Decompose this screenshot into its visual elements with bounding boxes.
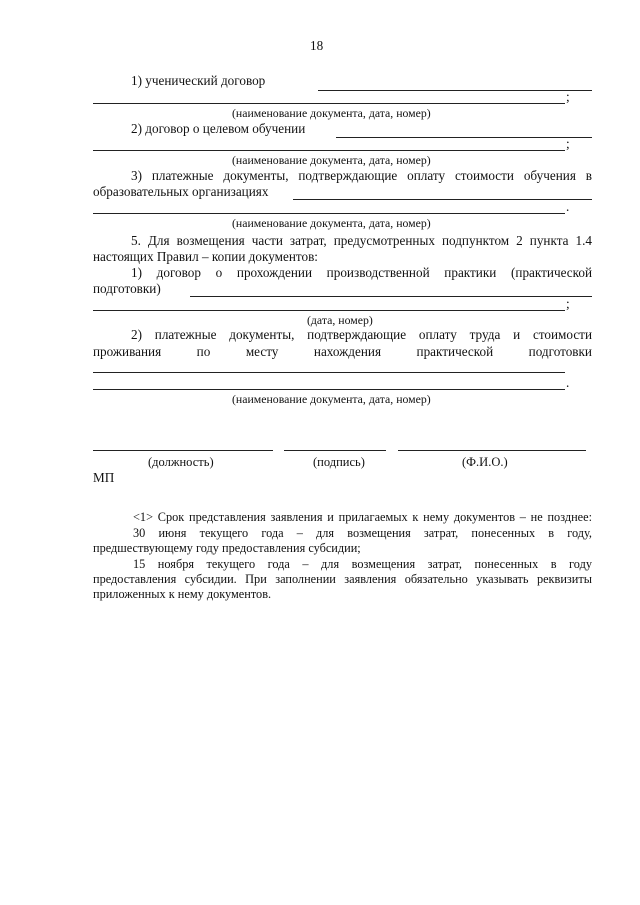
item3-fill-line[interactable] [293, 199, 592, 200]
item1-fill-line-2[interactable] [93, 103, 565, 104]
item5-2-caption: (наименование документа, дата, номер) [232, 392, 431, 406]
stamp-label: МП [93, 470, 115, 485]
item5-2-end: . [566, 375, 570, 390]
section5-line2: настоящих Правил – копии документов: [93, 249, 318, 264]
item5-1-caption: (дата, номер) [307, 313, 373, 327]
name-field-line[interactable] [398, 450, 586, 451]
item3-fill-line-2[interactable] [93, 213, 565, 214]
footnote-p1-line2: предшествующему году предоставления субсидии; [93, 541, 361, 555]
name-label: (Ф.И.О.) [462, 455, 508, 469]
item3-caption: (наименование документа, дата, номер) [232, 216, 431, 230]
item5-2-fill-line[interactable] [93, 372, 565, 373]
position-label: (должность) [148, 455, 214, 469]
item2-caption: (наименование документа, дата, номер) [232, 153, 431, 167]
item3-line1: 3) платежные документы, подтверждающие оплату стоимости обучения в [131, 168, 592, 183]
item5-1-line2: подготовки) [93, 281, 161, 296]
signature-field-line[interactable] [284, 450, 386, 451]
item5-1-fill-line-2[interactable] [93, 310, 565, 311]
item2-label: 2) договор о целевом обучении [131, 121, 306, 136]
footnote-p1-line1: 30 июня текущего года – для возмещения затрат, понесенных в году, [133, 526, 592, 540]
item5-2-fill-line-2[interactable] [93, 389, 565, 390]
item5-1-line1: 1) договор о прохождении производственной практики (практической [131, 265, 592, 280]
item1-fill-line[interactable] [318, 90, 592, 91]
item2-fill-line-2[interactable] [93, 150, 565, 151]
item3-line2: образовательных организациях [93, 184, 269, 199]
item1-caption: (наименование документа, дата, номер) [232, 106, 431, 120]
item5-1-end: ; [566, 296, 570, 311]
item2-end: ; [566, 136, 570, 151]
item5-2-line2: проживания по месту нахождения практической подготовки [93, 344, 592, 359]
item1-end: ; [566, 89, 570, 104]
section5-line1: 5. Для возмещения части затрат, предусмотренных подпунктом 2 пункта 1.4 [131, 233, 592, 248]
item3-end: . [566, 199, 570, 214]
item2-fill-line[interactable] [336, 137, 592, 138]
item1-label: 1) ученический договор [131, 73, 266, 88]
signature-label: (подпись) [313, 455, 365, 469]
footnote-line1: <1> Срок представления заявления и прилагаемых к нему документов – не позднее: [133, 510, 592, 524]
position-field-line[interactable] [93, 450, 273, 451]
footnote-p2-line2: предоставления субсидии. При заполнении заявления обязательно указывать реквизиты [93, 572, 592, 586]
item5-2-line1: 2) платежные документы, подтверждающие оплату труда и стоимости [131, 327, 592, 342]
footnote-p2-line1: 15 ноября текущего года – для возмещения затрат, понесенных в году [133, 557, 592, 571]
footnote-p2-line3: приложенных к нему документов. [93, 587, 272, 601]
page-number: 18 [310, 38, 324, 53]
item5-1-fill-line[interactable] [190, 296, 592, 297]
